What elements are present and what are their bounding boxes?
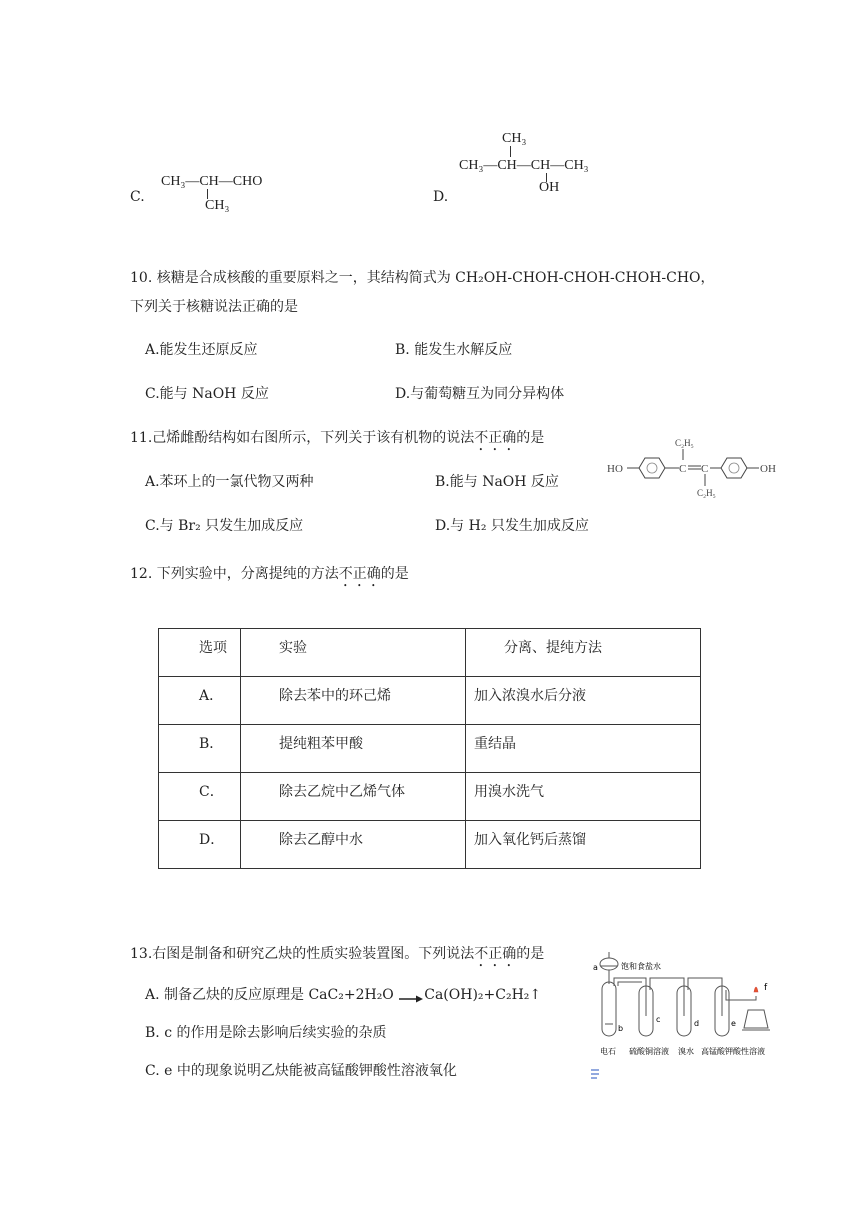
carbon-right: C (701, 463, 709, 475)
option-letter: D. (433, 189, 449, 205)
header-option: 选项 (159, 629, 241, 677)
option-a: A.能发生还原反应 (145, 342, 258, 358)
cell-method: 加入浓溴水后分液 (466, 677, 701, 725)
carbon-left: C (679, 463, 687, 475)
text-lines-icon (590, 1068, 600, 1080)
formula-substituent: CH₃ (205, 198, 230, 213)
reaction-arrow-icon (398, 990, 424, 1000)
connector-tube (618, 982, 642, 986)
label-d: d (694, 1019, 700, 1028)
stem-text: 12. 下列实验中，分离提纯的方法 (130, 566, 339, 582)
option-a-products: Ca(OH)₂+C₂H₂↑ (424, 987, 542, 1003)
diethylstilbestrol-structure (605, 432, 785, 502)
stem-text-end: 的是 (516, 946, 545, 962)
question-stem: 10. 核糖是合成核酸的重要原料之一，其结构简式为 CH₂OH-CHOH-CHOH-CHOH-CHO， (130, 270, 715, 286)
formula-main: CH₃—CH—CH—CH₃ (459, 158, 589, 173)
connector-tube (688, 978, 722, 1016)
table-row (159, 725, 701, 773)
option-c: C. e 中的现象说明乙炔能被高锰酸钾酸性溶液氧化 (145, 1063, 457, 1079)
formula-top-substituent: CH₃ (502, 131, 527, 146)
header-experiment: 实验 (241, 629, 466, 677)
formula-main: CH₃—CH—CHO (161, 174, 263, 189)
cell-experiment: 除去乙烷中乙烯气体 (241, 773, 466, 821)
stem-text: 13.右图是制备和研究乙炔的性质实验装置图。下列说法 (130, 946, 475, 962)
cell-experiment: 除去乙醇中水 (241, 821, 466, 869)
table-row (159, 821, 701, 869)
separation-table (158, 628, 701, 869)
label-b: b (618, 1024, 624, 1033)
caption-carbide: 电石 (600, 1047, 616, 1056)
table-header-row (159, 629, 701, 677)
option-a: A.苯环上的一氯代物又两种 (145, 474, 314, 490)
funnel-label: 饱和食盐水 (621, 962, 661, 971)
cell-method: 加入氧化钙后蒸馏 (466, 821, 701, 869)
cell-option: D． (159, 821, 241, 869)
stem-text: 11.己烯雌酚结构如右图所示，下列关于该有机物的说法 (130, 430, 475, 446)
question-stem-continued: 下列关于核糖说法正确的是 (130, 299, 298, 315)
option-b: B. c 的作用是除去影响后续实验的杂质 (145, 1025, 387, 1041)
option-d: D.与 H₂ 只发生加成反应 (435, 518, 589, 534)
aromatic-circle (647, 463, 657, 473)
option-c: C.能与 NaOH 反应 (145, 386, 269, 402)
emphasized-text: 不正确 (338, 566, 381, 582)
stem-text-end: 的是 (516, 430, 545, 446)
flame-icon (754, 987, 758, 992)
cell-method: 重结晶 (466, 725, 701, 773)
tube-b (602, 982, 616, 1036)
connector-tube (650, 978, 684, 1016)
benzene-ring-left (639, 458, 665, 478)
option-letter: C. (130, 189, 145, 205)
label-c: c (656, 1015, 661, 1024)
label-f: f (764, 983, 768, 993)
caption-bromine-water: 溴水 (678, 1047, 694, 1056)
ethyl-top: C₂H₅ (675, 438, 694, 448)
caption-copper-sulfate: 硫酸铜溶液 (629, 1047, 669, 1056)
caption-permanganate: 高锰酸钾酸性溶液 (701, 1047, 765, 1056)
header-method: 分离、提纯方法 (466, 629, 701, 677)
cell-option: B． (159, 725, 241, 773)
aromatic-circle (729, 463, 739, 473)
outlet-tube (726, 990, 756, 1000)
table-row (159, 677, 701, 725)
cell-method: 用溴水洗气 (466, 773, 701, 821)
stem-text-end: 的是 (380, 566, 409, 582)
question-stem (130, 564, 409, 590)
table-row (159, 773, 701, 821)
funnel-bulb (600, 958, 618, 970)
cell-option: A． (159, 677, 241, 725)
ho-label: HO (607, 463, 623, 475)
benzene-ring-right (721, 458, 747, 478)
cell-experiment: 提纯粗苯甲酸 (241, 725, 466, 773)
formula-substituent: OH (539, 180, 560, 195)
option-b: B. 能发生水解反应 (395, 342, 513, 358)
option-a (145, 985, 541, 1005)
option-a-reactants: A. 制备乙炔的反应原理是 CaC₂+2H₂O (145, 987, 394, 1003)
question-stem (130, 944, 544, 970)
option-b: B.能与 NaOH 反应 (435, 474, 559, 490)
cell-option: C． (159, 773, 241, 821)
bond-line (510, 146, 511, 157)
label-a: a (593, 963, 598, 972)
acetylene-apparatus-figure (588, 944, 784, 1064)
option-c: C.与 Br₂ 只发生加成反应 (145, 518, 304, 534)
emphasized-text: 不正确 (474, 946, 517, 962)
oh-label: OH (760, 463, 776, 475)
burner-stand (744, 1010, 768, 1028)
cell-experiment: 除去苯中的环己烯 (241, 677, 466, 725)
ethyl-bottom: C₂H₅ (697, 488, 716, 498)
question-stem (130, 428, 544, 454)
connector-tube (614, 978, 646, 1016)
emphasized-text: 不正确 (474, 430, 517, 446)
label-e: e (731, 1019, 736, 1028)
option-d: D.与葡萄糖互为同分异构体 (395, 386, 565, 402)
